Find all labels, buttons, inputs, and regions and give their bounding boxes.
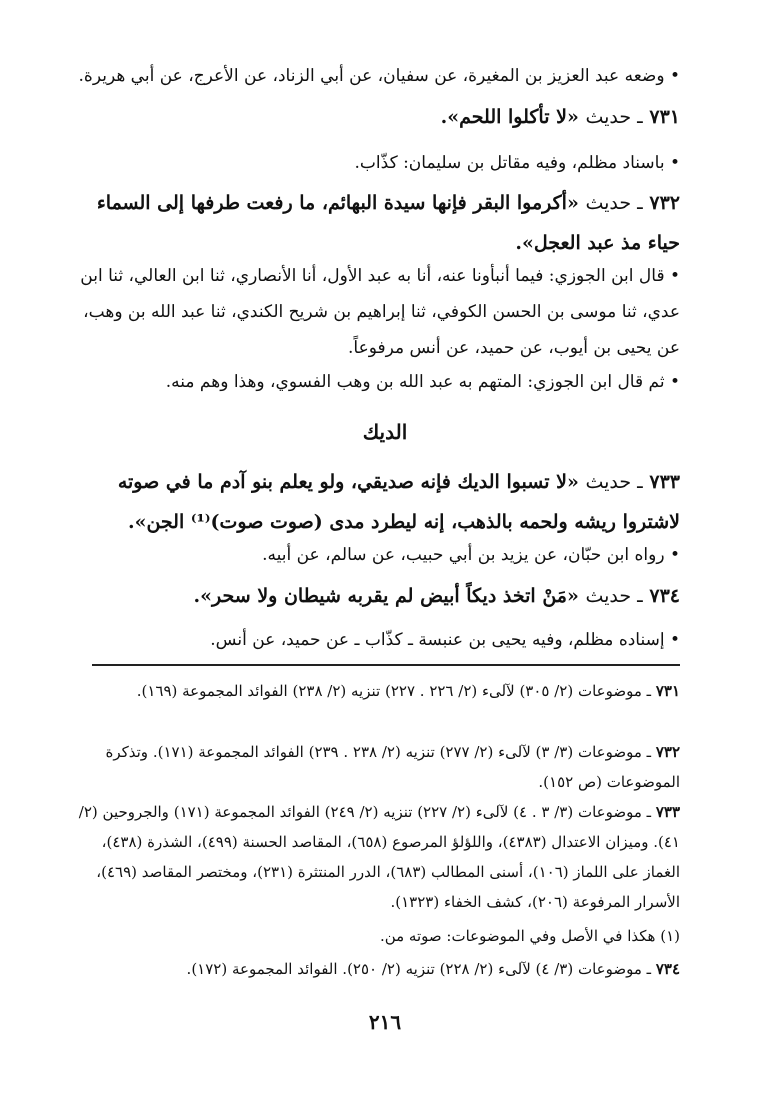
entry-note-4-text: • ثم قال ابن الجوزي: المتهم به عبد الله بن وهب الفسوي، وهذا وهم منه. [165, 372, 680, 392]
footnote-734 [68, 954, 680, 984]
footnote-text: ـ موضوعات (٣/ ٣ . ٤) لآلىء (٢/ ٢٢٧) تنزيه (٢/ ٢٤٩) الفوائد المجموعة (١٧١) والجروحين (٢/ ٤١). وميزان الاعتدال (٤٣٨٣)، واللؤلؤ المرصوع (٦٥٨)، المقاصد الحسنة (٤٩٩)، الشذرة (٤٣٨)، الغماز على اللماز (١٠٦)، أسنى المطالب (٦٨٣)، الدرر المنتثرة (٢٣١)، ومختصر المقاصد (٤٦٩)، الأسرار المرفوعة (٢٠٦)، كشف الخفاء (١٣٢٣). [78, 803, 680, 911]
hadith-label: ـ حديث [585, 106, 643, 128]
entry-note-2-text: • باسناد مظلم، وفيه مقاتل بن سليمان: كذّاب. [354, 153, 680, 173]
hadith-label: ـ حديث [585, 471, 643, 493]
footnote-separator [92, 664, 680, 666]
entry-note-4 [75, 364, 680, 400]
entry-note-5-text: • رواه ابن حبّان، عن يزيد بن أبي حبيب، عن سالم، عن أبيه. [262, 545, 680, 565]
footnote-732 [68, 737, 680, 797]
page-number: ٢١٦ [368, 1010, 402, 1034]
section-heading: الديك [362, 420, 408, 444]
footnote-marker-1 [68, 921, 680, 951]
hadith-text: «لا تأكلوا اللحم». [440, 106, 579, 128]
hadith-label: ـ حديث [585, 192, 643, 214]
entry-note-1-text: • وضعه عبد العزيز بن المغيرة، عن سفيان، عن أبي الزناد، عن الأعرج، عن أبي هريرة. [78, 66, 680, 86]
entry-note-6-text: • إسناده مظلم، وفيه يحيى بن عنبسة ـ كذّاب ـ عن حميد، عن أنس. [210, 630, 680, 650]
footnote-number: ٧٣٢ [655, 743, 680, 761]
footnote-number: ٧٣٤ [655, 960, 680, 978]
hadith-number: ٧٣٢ [649, 192, 680, 214]
hadith-text: «لا تسبوا الديك فإنه صديقي، ولو يعلم بنو آدم ما في صوته لاشتروا ريشه ولحمه بالذهب، إنه ليطرد مدى (صوت صوت)⁽¹⁾ الجن». [117, 471, 680, 533]
hadith-number: ٧٣٣ [649, 471, 680, 493]
footnote-731 [68, 676, 680, 706]
hadith-number: ٧٣١ [649, 106, 680, 128]
footnote-text: ـ موضوعات (٣/ ٤) لآلىء (٢/ ٢٢٨) تنزيه (٢/ ٢٥٠). الفوائد المجموعة (١٧٢). [186, 960, 656, 978]
hadith-732 [75, 183, 680, 263]
entry-note-3-text: • قال ابن الجوزي: فيما أنبأونا عنه، أنا به عبد الأول، أنا الأنصاري، ثنا ابن العالي، ثنا ابن عدي، ثنا موسى بن الحسن الكوفي، ثنا إبراهيم بن شريح الكندي، ثنا عبد الله بن وهب، عن يحيى بن أيوب، عن حميد، عن أنس مرفوعاً. [80, 266, 680, 358]
hadith-734 [75, 576, 680, 616]
hadith-label: ـ حديث [585, 585, 643, 607]
footnote-text: (١) هكذا في الأصل وفي الموضوعات: صوته من. [379, 927, 680, 945]
entry-note-5 [75, 537, 680, 573]
footnote-text: ـ موضوعات (٣/ ٣) لآلىء (٢/ ٢٧٧) تنزيه (٢/ ٢٣٨ . ٢٣٩) الفوائد المجموعة (١٧١). وتذكرة الموضوعات (ص ١٥٢). [105, 743, 680, 791]
footnote-text: ـ موضوعات (٢/ ٣٠٥) لآلىء (٢/ ٢٢٦ . ٢٢٧) تنزيه (٢/ ٢٣٨) الفوائد المجموعة (١٦٩). [136, 682, 656, 700]
footnote-number: ٧٣٣ [655, 803, 680, 821]
hadith-731 [75, 97, 680, 137]
footnote-number: ٧٣١ [655, 682, 680, 700]
entry-note-3 [75, 258, 680, 366]
hadith-text: «أكرموا البقر فإنها سيدة البهائم، ما رفعت طرفها إلى السماء حياء مذ عبد العجل». [96, 192, 680, 254]
hadith-number: ٧٣٤ [649, 585, 680, 607]
entry-note-1 [75, 58, 680, 94]
hadith-text: «مَنْ اتخذ ديكاً أبيض لم يقربه شيطان ولا سحر». [193, 585, 579, 607]
entry-note-6 [75, 622, 680, 658]
footnote-733 [68, 797, 680, 917]
entry-note-2 [75, 145, 680, 181]
hadith-733 [75, 462, 680, 542]
